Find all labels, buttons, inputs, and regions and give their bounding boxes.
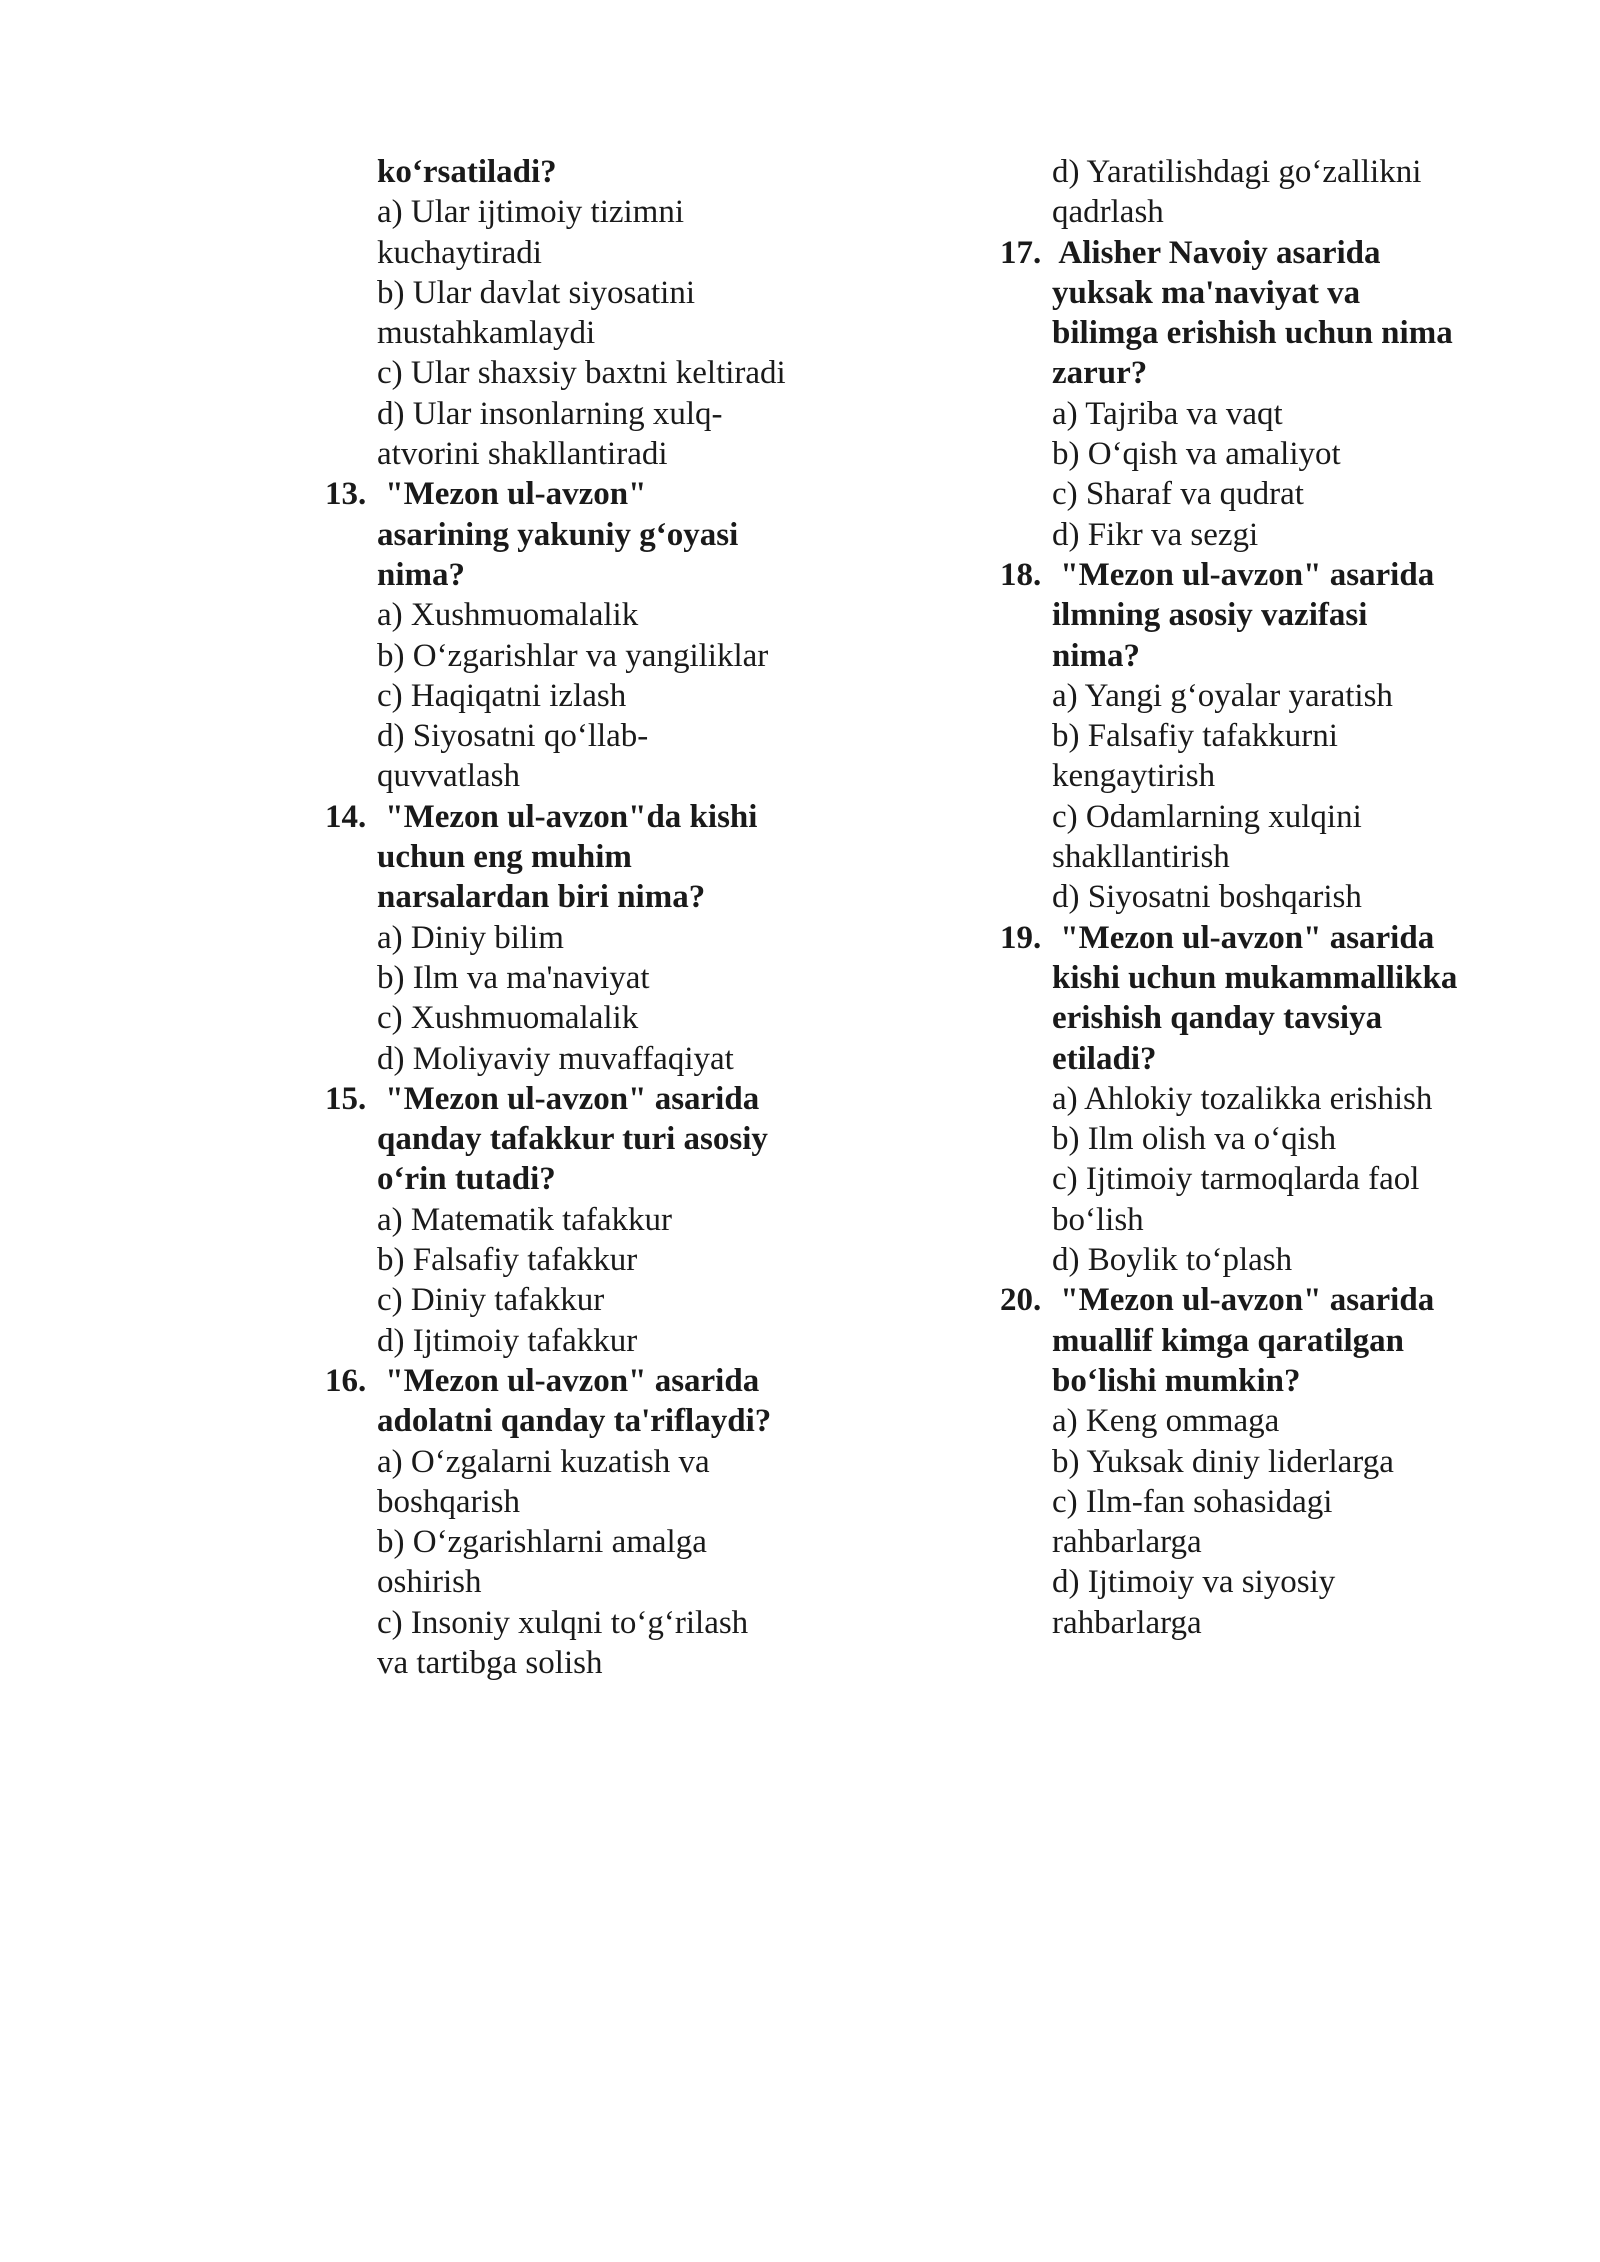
question-number: 15. xyxy=(325,1080,367,1117)
answer-option-line: d) Moliyaviy muvaffaqiyat xyxy=(377,1040,734,1077)
question-first-line xyxy=(325,1361,845,1401)
answer-option-line: c) Diniy tafakkur xyxy=(377,1282,605,1319)
question-text: "Mezon ul-avzon"da kishi xyxy=(377,798,758,835)
question-number: 13. xyxy=(325,476,367,513)
answer-option-line: rahbarlarga xyxy=(1052,1524,1202,1561)
question-text-line: erishish qanday tavsiya xyxy=(1052,1000,1383,1037)
answer-option-line: d) Fikr va sezgi xyxy=(1052,516,1259,553)
question-text-line: ilmning asosiy vazifasi xyxy=(1052,597,1368,634)
answer-option-line: b) O‘zgarishlarni amalga xyxy=(377,1524,707,1561)
question-text-line: nima? xyxy=(377,556,466,593)
question-text: "Mezon ul-avzon" asarida xyxy=(1052,919,1435,956)
answer-option-line: c) Xushmuomalalik xyxy=(377,1000,639,1037)
answer-option-line: b) Ilm olish va o‘qish xyxy=(1052,1121,1337,1158)
question-continuation-line: ko‘rsatiladi? xyxy=(377,154,557,190)
question-block xyxy=(325,797,845,1079)
answer-option-line: boshqarish xyxy=(377,1483,520,1520)
question-text: "Mezon ul-avzon" asarida xyxy=(1052,1282,1435,1319)
question-number: 18. xyxy=(1000,556,1042,593)
question-text-line: etiladi? xyxy=(1052,1040,1157,1077)
answer-option-line: oshirish xyxy=(377,1564,482,1601)
answer-option-line: d) Siyosatni qo‘llab- xyxy=(377,718,649,755)
question-text-line: narsalardan biri nima? xyxy=(377,879,706,916)
answer-option-line: a) Diniy bilim xyxy=(377,919,564,956)
question-block xyxy=(1000,555,1520,918)
question-text-line: asarining yakuniy g‘oyasi xyxy=(377,516,739,553)
question-text: Alisher Navoiy asarida xyxy=(1052,234,1381,271)
question-text-line: qanday tafakkur turi asosiy xyxy=(377,1121,768,1158)
answer-option-line: b) Yuksak diniy liderlarga xyxy=(1052,1443,1394,1480)
right-column xyxy=(1000,152,1520,1643)
question-number: 20. xyxy=(1000,1282,1042,1319)
answer-option-line: b) Falsafiy tafakkur xyxy=(377,1242,638,1279)
question-block xyxy=(325,1079,845,1361)
answer-option-line: b) Falsafiy tafakkurni xyxy=(1052,718,1338,755)
question-number: 14. xyxy=(325,798,367,835)
answer-option-line: b) O‘zgarishlar va yangiliklar xyxy=(377,637,769,674)
question-text: "Mezon ul-avzon" asarida xyxy=(377,1362,760,1399)
question-block xyxy=(325,474,845,796)
answer-option-line: shakllantirish xyxy=(1052,839,1230,876)
answer-option-line: mustahkamlaydi xyxy=(377,315,596,352)
question-first-line xyxy=(1000,1280,1520,1320)
question-text-line: bilimga erishish uchun nima xyxy=(1052,315,1453,352)
answer-option-line: va tartibga solish xyxy=(377,1644,603,1681)
answer-option-line: d) Ijtimoiy tafakkur xyxy=(377,1322,638,1359)
answer-option-line: atvorini shakllantiradi xyxy=(377,436,668,473)
question-text-line: nima? xyxy=(1052,637,1141,674)
answer-option-line: c) Odamlarning xulqini xyxy=(1052,798,1362,835)
answer-option-line: quvvatlash xyxy=(377,758,520,795)
answer-option-line: a) Ahlokiy tozalikka erishish xyxy=(1052,1080,1433,1117)
question-text: "Mezon ul-avzon" asarida xyxy=(1052,556,1435,593)
question-block xyxy=(325,1361,845,1683)
question-text-line: muallif kimga qaratilgan xyxy=(1052,1322,1405,1359)
answer-option-line: c) Ular shaxsiy baxtni keltiradi xyxy=(377,355,786,392)
question-text: "Mezon ul-avzon" asarida xyxy=(377,1080,760,1117)
answer-option-line: b) Ular davlat siyosatini xyxy=(377,274,696,311)
answer-option-line: d) Siyosatni boshqarish xyxy=(1052,879,1362,916)
question-number: 17. xyxy=(1000,234,1042,271)
answer-option-line: d) Boylik to‘plash xyxy=(1052,1242,1293,1279)
question-text-line: uchun eng muhim xyxy=(377,839,632,876)
answer-option-line: c) Sharaf va qudrat xyxy=(1052,476,1304,513)
question-text-line: adolatni qanday ta'riflaydi? xyxy=(377,1403,772,1440)
answer-option-line: d) Yaratilishdagi go‘zallikni xyxy=(1052,154,1422,190)
question-block xyxy=(1000,233,1520,555)
question-first-line xyxy=(1000,555,1520,595)
answer-option-line: a) Matematik tafakkur xyxy=(377,1201,673,1238)
question-text: "Mezon ul-avzon" xyxy=(377,476,647,513)
question-text-line: yuksak ma'naviyat va xyxy=(1052,274,1361,311)
question-number: 19. xyxy=(1000,919,1042,956)
question-number: 16. xyxy=(325,1362,367,1399)
answer-option-line: rahbarlarga xyxy=(1052,1604,1202,1641)
answer-option-line: a) Ular ijtimoiy tizimni xyxy=(377,194,685,231)
answer-option-line: a) Yangi g‘oyalar yaratish xyxy=(1052,677,1393,714)
answer-option-line: bo‘lish xyxy=(1052,1201,1144,1238)
answer-option-line: kengaytirish xyxy=(1052,758,1216,795)
answer-option-line: d) Ular insonlarning xulq- xyxy=(377,395,723,432)
question-text-line: bo‘lishi mumkin? xyxy=(1052,1362,1301,1399)
answer-option-line: b) O‘qish va amaliyot xyxy=(1052,436,1341,473)
question-block xyxy=(1000,918,1520,1281)
answer-option-line: b) Ilm va ma'naviyat xyxy=(377,959,650,996)
question-first-line xyxy=(325,1079,845,1119)
answer-option-line: c) Haqiqatni izlash xyxy=(377,677,627,714)
question-text-line: zarur? xyxy=(1052,355,1148,392)
answer-option-line: a) O‘zgalarni kuzatish va xyxy=(377,1443,710,1480)
question-first-line xyxy=(325,797,845,837)
question-block xyxy=(1000,1280,1520,1643)
question-first-line xyxy=(1000,233,1520,273)
answer-option-line: a) Xushmuomalalik xyxy=(377,597,639,634)
answer-option-line: d) Ijtimoiy va siyosiy xyxy=(1052,1564,1336,1601)
question-text-line: kishi uchun mukammallikka xyxy=(1052,959,1458,996)
answer-option-line: c) Ijtimoiy tarmoqlarda faol xyxy=(1052,1161,1420,1198)
answer-option-line: c) Ilm-fan sohasidagi xyxy=(1052,1483,1333,1520)
answer-option-line: kuchaytiradi xyxy=(377,234,542,271)
question-text-line: o‘rin tutadi? xyxy=(377,1161,556,1198)
left-column xyxy=(325,152,845,1683)
answer-option-line: c) Insoniy xulqni to‘g‘rilash xyxy=(377,1604,749,1641)
answer-option-line: qadrlash xyxy=(1052,194,1164,231)
question-first-line xyxy=(325,474,845,514)
answer-option-line: a) Keng ommaga xyxy=(1052,1403,1280,1440)
question-first-line xyxy=(1000,918,1520,958)
answer-option-line: a) Tajriba va vaqt xyxy=(1052,395,1283,432)
